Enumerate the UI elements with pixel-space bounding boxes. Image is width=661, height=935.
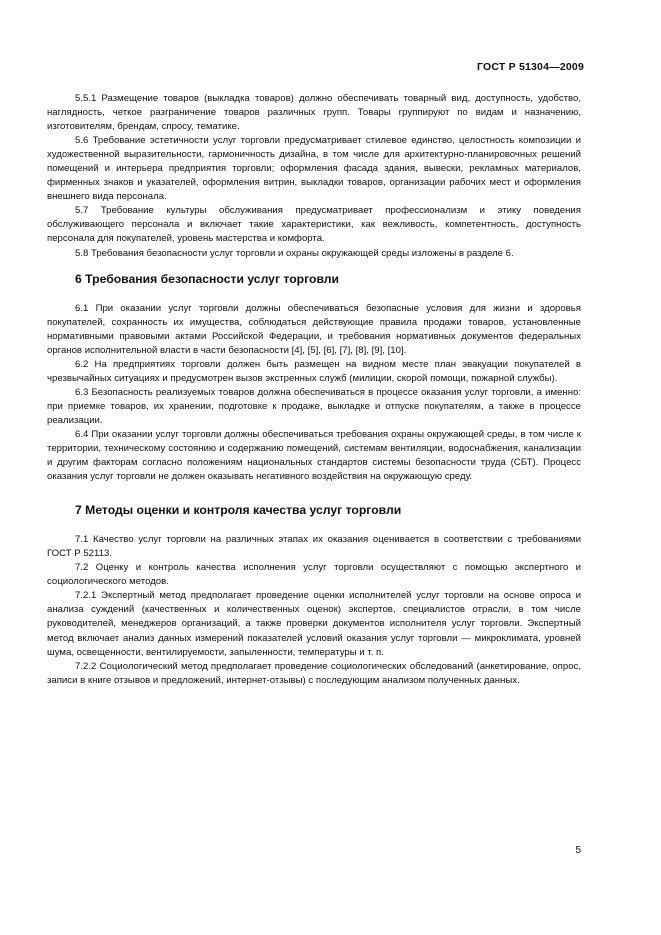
paragraph-5-6: 5.6 Требование эстетичности услуг торговли предусматривает стилевое единство, целостность композиции и художественной выразительности, гармоничность дизайна, в том числе для архитектурно-планировочных решений помещений и интерьера предприятия торговли; оформления фасада здания, вывески, рекламных материалов, фирменных знаков и указателей, оформления витрин, выкладки товаров, организации рабочих мест и оформления внешнего вида персонала. (47, 135, 581, 203)
paragraph-6-4: 6.4 При оказании услуг торговли должны обеспечиваться требования охраны окружающей среды, в том числе к территории, техническому состоянию и содержанию помещений, системам вентиляции, водоснабжения, канализации и другим факторам согласно положениям национальных стандартов системы безопасности труда (СБТ). Процесс оказания услуг торговли не должен оказывать негативного воздействия на окружающую среду. (47, 428, 581, 483)
section-6-heading: 6 Требования безопасности услуг торговли (75, 271, 340, 286)
document-body (47, 92, 581, 688)
paragraph-5-8: 5.8 Требования безопасности услуг торговли и охраны окружающей среды изложены в разделе 6. (75, 247, 514, 259)
paragraph-7-2: 7.2 Оценку и контроль качества исполнения услуг торговли осуществляют с помощью экспертного и социологического методов. (47, 562, 581, 588)
paragraph-7-2-2: 7.2.2 Социологический метод предполагает проведение социологических обследований (анкетирование, опрос, записи в книге отзывов и предложений, интернет-отзывы) с последующим анализом полученных данных. (47, 660, 581, 686)
paragraph-7-1: 7.1 Качество услуг торговли на различных этапах их оказания оценивается в соответствии с требованиями ГОСТ Р 52113. (47, 534, 581, 560)
paragraph-5-7: 5.7 Требование культуры обслуживания предусматривает профессионализм и этику поведения обслуживающего персонала и включает такие характеристики, как вежливость, компетентность, доступность персонала для покупателей, уровень мастерства и комфорта. (47, 205, 581, 245)
section-7-heading: 7 Методы оценки и контроля качества услуг торговли (75, 503, 402, 518)
paragraph-5-5-1: 5.5.1 Размещение товаров (выкладка товаров) должно обеспечивать товарный вид, доступность, удобство, наглядность, четкое разграничение товаров различных групп. Товары группируют по видам и назначению, изготовителям, брендам, спросу, тематике. (47, 93, 581, 133)
paragraph-6-3: 6.3 Безопасность реализуемых товаров должна обеспечиваться в процессе оказания услуг торговли, а именно: при приемке товаров, их хранении, подготовке к продаже, выкладке и отпуске покупателям, а также в процессе реализации. (47, 386, 581, 426)
paragraph-6-1: 6.1 При оказании услуг торговли должны обеспечиваться безопасные условия для жизни и здоровья покупателей, сохранность их имущества, соблюдаться действующие правила продажи товаров, установленные нормативными правовыми актами Российской Федерации, и требования нормативных документов федеральных органов исполнительной власти в части безопасности [4], [5], [6], [7], [8], [9], [10]. (47, 302, 581, 356)
paragraph-6-2: 6.2 На предприятиях торговли должен быть размещен на видном месте план эвакуации покупателей в чрезвычайных ситуациях и предусмотрен вызов экстренных служб (милиции, скорой помощи, пожарной службы). (47, 358, 581, 384)
page-number: 5 (575, 845, 581, 856)
document-number: ГОСТ Р 51304—2009 (476, 61, 584, 73)
paragraph-7-2-1: 7.2.1 Экспертный метод предполагает проведение оценки исполнителей услуг торговли на основе опроса и анализа суждений (качественных и количественных оценок) экспертов, специалистов отрасли, в том числе руководителей, менеджеров организаций, а также проверки документов исполнителя услуг торговли. Экспертный метод включает анализ данных измерений показателей условий оказания услуг торговли — микроклимата, уровней шума, освещенности, вентилируемости, запыленности, температуры и т. п. (47, 590, 581, 658)
